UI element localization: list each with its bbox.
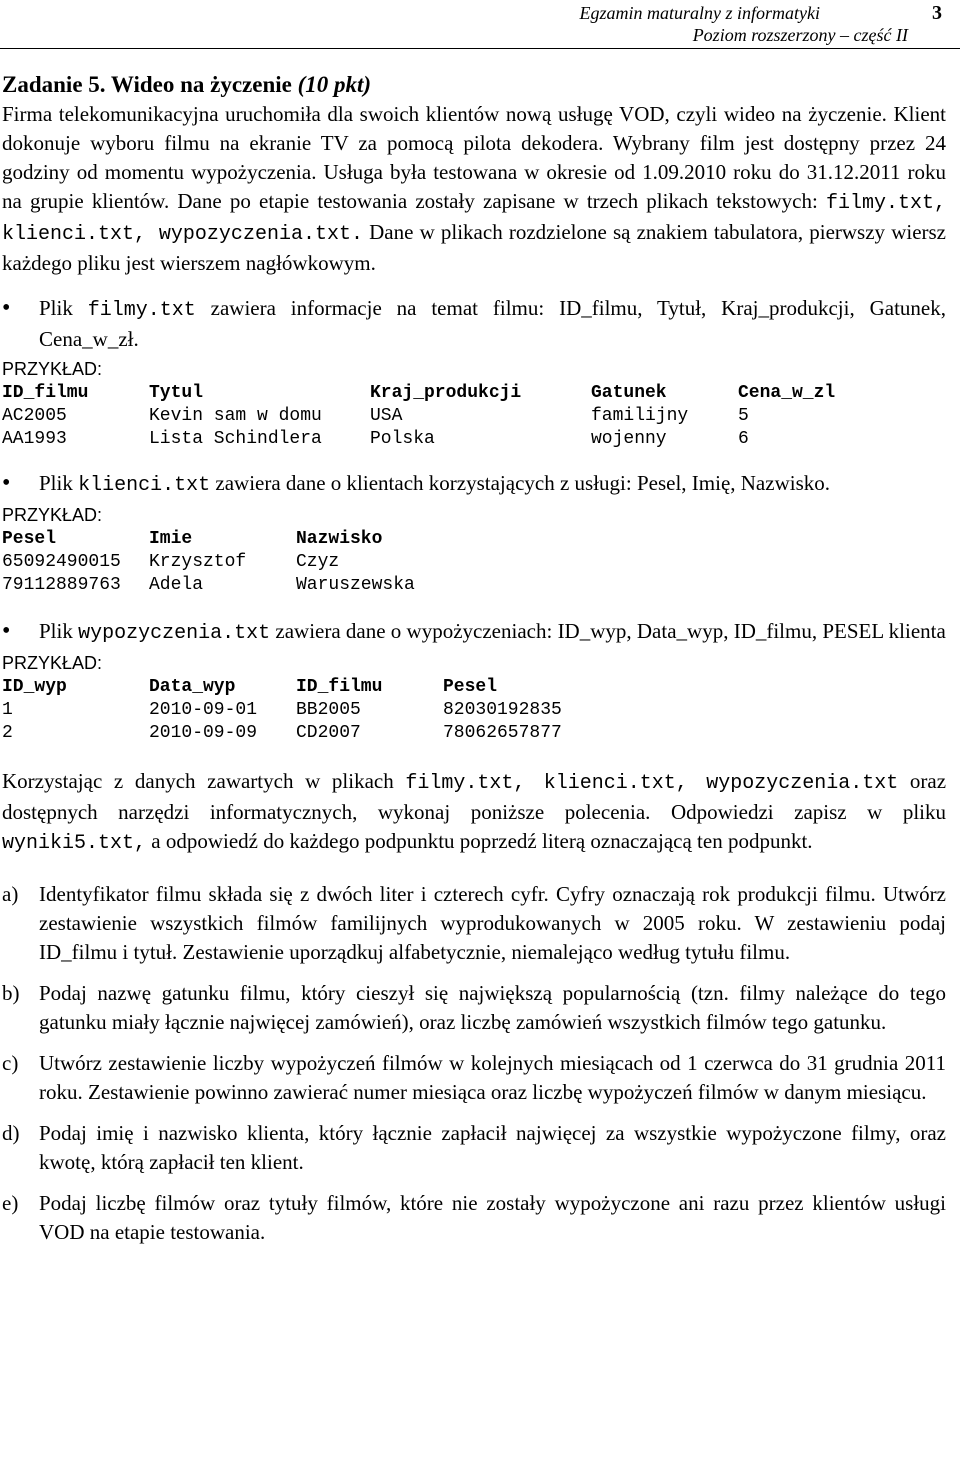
subtask-text: Podaj liczbę filmów oraz tytuły filmów, które nie zostały wypożyczone ani razu przez klientów usługi VOD na etapie testowania. [39, 1191, 946, 1244]
subtask-label: a) [2, 882, 19, 906]
table-cell: wojenny [591, 429, 667, 449]
table-cell: BB2005 [296, 700, 361, 720]
instructions-paragraph [2, 767, 946, 858]
table-cell: AA1993 [2, 429, 67, 449]
file-description-wypozyczenia [2, 617, 946, 648]
result-file-name: wyniki5.txt, [2, 832, 147, 855]
instructions-text: a odpowiedź do każdego podpunktu poprzedź literą oznaczającą ten podpunkt. [146, 829, 813, 853]
file-prefix: Plik [39, 296, 88, 320]
subtask-text: Utwórz zestawienie liczby wypożyczeń filmów w kolejnych miesiącach od 1 czerwca do 31 grudnia 2011 roku. Zestawienie powinno zawierać numer miesiąca oraz liczbę wypożyczeń filmów w danym miesiącu. [39, 1051, 946, 1104]
task-title-text: Zadanie 5. Wideo na życzenie [2, 72, 292, 97]
example-table-wypozyczenia [2, 676, 562, 745]
intro-text: Firma telekomunikacyjna uruchomiła dla swoich klientów nową usługę VOD, czyli wideo na życzenie. Klient dokonuje wyboru filmu na ekranie TV za pomocą pilota dekodera. Wybrany film jest dostępny przez 24 godziny od momentu wypożyczenia. Usługa była testowana w okresie od 1.09.2010 roku do 31.12.2011 roku na grupie klientów. Dane po etapie testowania zostały zapisane w trzech plikach tekstowych: [2, 102, 946, 213]
file-name: filmy.txt [87, 299, 196, 322]
table-row [2, 551, 415, 574]
example-table-klienci [2, 528, 415, 597]
table-cell: Waruszewska [296, 575, 415, 595]
column-header: Imie [149, 529, 193, 549]
exam-level: Poziom rozszerzony – część II [692, 25, 908, 45]
column-header: Pesel [443, 677, 498, 697]
subtask-c [2, 1049, 946, 1107]
column-header: Tytul [149, 383, 204, 403]
example-table-filmy [2, 382, 835, 451]
subtask-text: Identyfikator filmu składa się z dwóch liter i czterech cyfr. Cyfry oznaczają rok produkcji filmu. Utwórz zestawienie wszystkich filmów familijnych wyprodukowanych w 2005 roku. W zestawieniu podaj ID_filmu i tytuł. Zestawienie uporządkuj alfabetycznie, niemalejąco według tytułu filmu. [39, 882, 946, 964]
column-header: Nazwisko [296, 529, 383, 549]
instructions-text: Korzystając z danych zawartych w plikach [2, 769, 406, 793]
table-row [2, 722, 562, 745]
table-cell: 82030192835 [443, 700, 562, 720]
table-cell: 2010-09-09 [149, 723, 258, 743]
table-cell: 65092490015 [2, 552, 121, 572]
example-label: PRZYKŁAD: [2, 505, 103, 525]
exam-title: Egzamin maturalny z informatyki [579, 3, 820, 23]
subtask-list [2, 880, 946, 1247]
task-points: (10 pkt) [297, 72, 372, 97]
table-row [2, 405, 835, 428]
file-prefix: Plik [39, 471, 79, 495]
table-cell: 78062657877 [443, 723, 562, 743]
example-label: PRZYKŁAD: [2, 653, 103, 673]
file-description-filmy [2, 294, 946, 354]
table-header-row [2, 676, 562, 699]
page-header [580, 2, 943, 46]
subtask-label: e) [2, 1191, 19, 1215]
table-cell: Lista Schindlera [149, 429, 322, 449]
file-description-klienci [2, 469, 946, 500]
file-prefix: Plik [39, 619, 79, 643]
subtask-label: c) [2, 1051, 19, 1075]
file-desc: zawiera dane o klientach korzystających z usługi: Pesel, Imię, Nazwisko. [210, 471, 830, 495]
file-desc: zawiera informacje na temat filmu: ID_filmu, Tytuł, Kraj_produkcji, Gatunek, Cena_w_zł. [39, 296, 946, 351]
subtask-d [2, 1119, 946, 1177]
column-header: ID_filmu [296, 677, 383, 697]
table-cell: 2010-09-01 [149, 700, 258, 720]
column-header: Pesel [2, 529, 57, 549]
column-header: ID_filmu [2, 383, 89, 403]
subtask-b [2, 979, 946, 1037]
task-intro [2, 100, 946, 278]
subtask-a [2, 880, 946, 967]
table-cell: USA [370, 406, 403, 426]
subtask-text: Podaj nazwę gatunku filmu, który cieszył się największą popularnością (tzn. filmy należące do tego gatunku miały łącznie najwięcej zamówień), oraz liczbę zamówień wszystkich filmów tego gatunku. [39, 981, 946, 1034]
table-cell: 79112889763 [2, 575, 121, 595]
instructions-text: oraz dostępnych narzędzi informatycznych, wykonaj poniższe polecenia. Odpowiedzi zapisz w pliku [2, 769, 947, 824]
subtask-label: b) [2, 981, 20, 1005]
table-cell: Czyz [296, 552, 340, 572]
table-cell: Polska [370, 429, 435, 449]
header-divider [0, 48, 960, 49]
file-name: wypozyczenia.txt [78, 622, 271, 645]
column-header: Data_wyp [149, 677, 236, 697]
table-cell: Krzysztof [149, 552, 247, 572]
table-header-row [2, 382, 835, 405]
table-row [2, 699, 562, 722]
table-cell: 5 [738, 406, 749, 426]
column-header: Gatunek [591, 383, 667, 403]
table-cell: 6 [738, 429, 749, 449]
table-row [2, 428, 835, 451]
table-cell: AC2005 [2, 406, 67, 426]
file-desc: zawiera dane o wypożyczeniach: ID_wyp, Data_wyp, ID_filmu, PESEL klienta [270, 619, 946, 643]
instructions-file-names: filmy.txt, klienci.txt, wypozyczenia.txt [405, 772, 899, 795]
intro-text-end: Dane w plikach rozdzielone są znakiem tabulatora, pierwszy wiersz każdego pliku jest wierszem nagłówkowym. [2, 220, 946, 275]
table-cell: Kevin sam w domu [149, 406, 322, 426]
table-row [2, 574, 415, 597]
file-name: klienci.txt [78, 474, 211, 497]
subtask-label: d) [2, 1121, 20, 1145]
table-cell: CD2007 [296, 723, 361, 743]
column-header: ID_wyp [2, 677, 67, 697]
table-cell: familijny [591, 406, 689, 426]
example-label: PRZYKŁAD: [2, 359, 103, 379]
task-content [2, 70, 946, 1247]
page-number: 3 [932, 2, 942, 24]
column-header: Kraj_produkcji [370, 383, 522, 403]
table-header-row [2, 528, 415, 551]
table-cell: Adela [149, 575, 204, 595]
task-title [2, 70, 946, 100]
table-cell: 2 [2, 723, 13, 743]
intro-file-names: filmy.txt, klienci.txt, wypozyczenia.txt. [2, 192, 946, 246]
table-cell: 1 [2, 700, 13, 720]
column-header: Cena_w_zl [738, 383, 836, 403]
subtask-e [2, 1189, 946, 1247]
subtask-text: Podaj imię i nazwisko klienta, który łącznie zapłacił najwięcej za wszystkie wypożyczone filmy, oraz kwotę, którą zapłacił ten klient. [39, 1121, 946, 1174]
